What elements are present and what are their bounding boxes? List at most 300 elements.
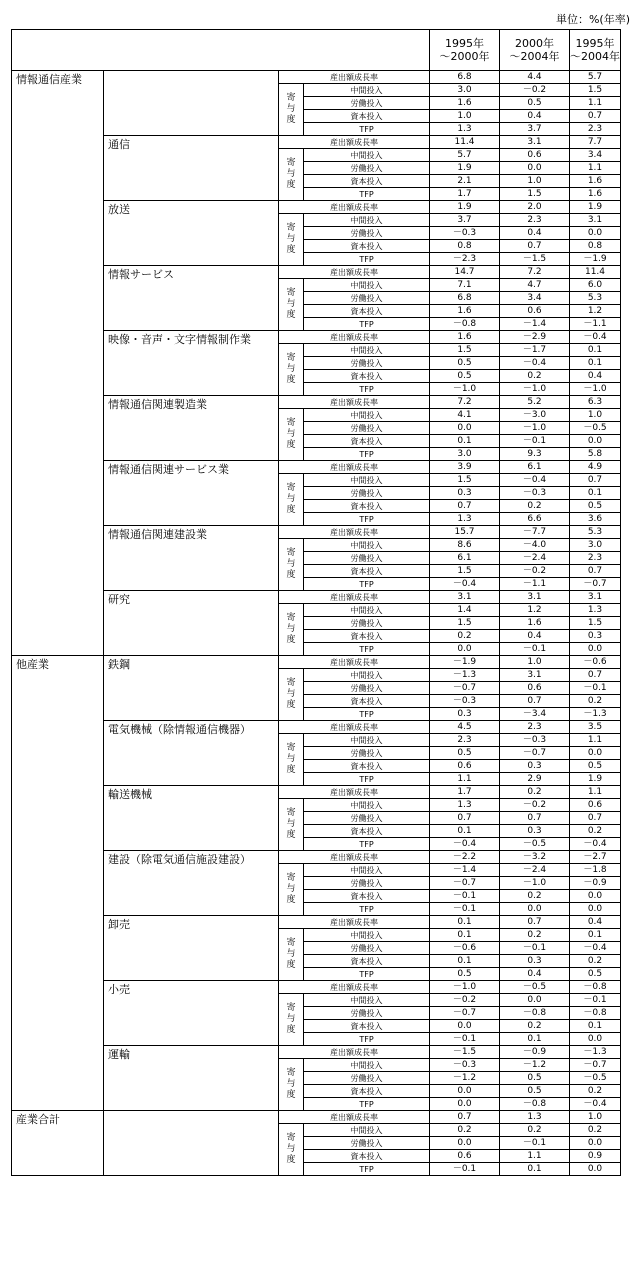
value-cell: 0.0	[500, 994, 570, 1007]
contribution-char: 寄	[286, 93, 296, 103]
value-cell: 3.7	[500, 123, 570, 136]
value-cell: 3.1	[570, 214, 621, 227]
value-cell: 0.6	[430, 1150, 500, 1163]
contribution-char: 度	[286, 115, 296, 125]
value-cell: －0.8	[430, 318, 500, 331]
value-cell: 1.6	[430, 305, 500, 318]
value-cell: 0.1	[570, 487, 621, 500]
metric-label-intermediate: 中間投入	[304, 279, 430, 292]
metric-label-tfp: TFP	[304, 643, 430, 656]
contribution-char: 与	[286, 299, 296, 309]
value-cell: 1.3	[430, 513, 500, 526]
value-cell: 0.7	[430, 1111, 500, 1124]
metric-row-output	[12, 981, 621, 994]
value-cell: 8.6	[430, 539, 500, 552]
metric-label-output: 産出額成長率	[279, 721, 430, 734]
value-cell: －0.4	[500, 357, 570, 370]
metric-label-capital: 資本投入	[304, 500, 430, 513]
contribution-char: 与	[286, 234, 296, 244]
industry-label: 情報通信関連サービス業	[104, 461, 279, 526]
metric-row-output	[12, 591, 621, 604]
value-cell: 2.1	[430, 175, 500, 188]
value-cell: －0.7	[500, 747, 570, 760]
value-cell: －0.7	[430, 877, 500, 890]
value-cell: 0.1	[430, 955, 500, 968]
metric-label-capital: 資本投入	[304, 240, 430, 253]
value-cell: 1.3	[430, 123, 500, 136]
contribution-label	[279, 604, 304, 656]
value-cell: 0.0	[430, 1020, 500, 1033]
value-cell: －0.3	[500, 734, 570, 747]
contribution-char: 度	[286, 1025, 296, 1035]
metric-label-tfp: TFP	[304, 448, 430, 461]
value-cell: 0.7	[500, 916, 570, 929]
metric-label-labor: 労働投入	[304, 617, 430, 630]
contribution-label	[279, 149, 304, 201]
value-cell: 0.5	[430, 370, 500, 383]
column-header-line2: ～2004年	[509, 50, 560, 63]
industry-label-empty	[104, 1111, 279, 1176]
value-cell: －0.2	[500, 565, 570, 578]
value-cell: 1.1	[570, 162, 621, 175]
value-cell: －1.4	[430, 864, 500, 877]
metric-label-intermediate: 中間投入	[304, 409, 430, 422]
value-cell: 3.1	[500, 669, 570, 682]
value-cell: －1.1	[570, 318, 621, 331]
metric-label-labor: 労働投入	[304, 357, 430, 370]
metric-label-capital: 資本投入	[304, 890, 430, 903]
value-cell: －0.8	[570, 1007, 621, 1020]
metric-label-tfp: TFP	[304, 513, 430, 526]
metric-label-intermediate: 中間投入	[304, 994, 430, 1007]
contribution-char: 度	[286, 765, 296, 775]
metric-row-output	[12, 1046, 621, 1059]
value-cell: －0.2	[430, 994, 500, 1007]
contribution-char: 度	[286, 830, 296, 840]
industry-label: 運輸	[104, 1046, 279, 1111]
metric-label-tfp: TFP	[304, 188, 430, 201]
contribution-char: 与	[286, 169, 296, 179]
value-cell: －1.5	[430, 1046, 500, 1059]
value-cell: 0.3	[430, 487, 500, 500]
metric-label-capital: 資本投入	[304, 175, 430, 188]
value-cell: 1.0	[430, 110, 500, 123]
value-cell: 0.0	[570, 890, 621, 903]
value-cell: －0.7	[430, 682, 500, 695]
contribution-char: 度	[286, 635, 296, 645]
contribution-char: 与	[286, 494, 296, 504]
contribution-label	[279, 1059, 304, 1111]
value-cell: －1.7	[500, 344, 570, 357]
contribution-char: 度	[286, 180, 296, 190]
industry-label: 映像・音声・文字情報制作業	[104, 331, 279, 396]
contribution-label	[279, 279, 304, 331]
value-cell: 2.3	[570, 552, 621, 565]
value-cell: 11.4	[430, 136, 500, 149]
value-cell: 1.5	[430, 344, 500, 357]
metric-label-output: 産出額成長率	[279, 1111, 430, 1124]
metric-row-output	[12, 526, 621, 539]
value-cell: 3.1	[430, 591, 500, 604]
value-cell: 6.8	[430, 71, 500, 84]
value-cell: 0.4	[500, 110, 570, 123]
value-cell: 0.1	[570, 929, 621, 942]
value-cell: 0.4	[500, 227, 570, 240]
value-cell: －3.0	[500, 409, 570, 422]
contribution-char: 度	[286, 895, 296, 905]
value-cell: 5.3	[570, 526, 621, 539]
value-cell: 1.0	[570, 1111, 621, 1124]
value-cell: 1.1	[500, 1150, 570, 1163]
value-cell: －0.9	[570, 877, 621, 890]
metric-label-output: 産出額成長率	[279, 71, 430, 84]
contribution-char: 与	[286, 1144, 296, 1154]
metric-label-labor: 労働投入	[304, 682, 430, 695]
value-cell: 1.2	[500, 604, 570, 617]
value-cell: －0.1	[500, 643, 570, 656]
value-cell: 6.1	[500, 461, 570, 474]
contribution-char: 与	[286, 364, 296, 374]
metric-label-output: 産出額成長率	[279, 201, 430, 214]
metric-row-output	[12, 656, 621, 669]
contribution-char: 度	[286, 440, 296, 450]
value-cell: 0.2	[500, 786, 570, 799]
value-cell: 0.8	[570, 240, 621, 253]
value-cell: 0.5	[570, 968, 621, 981]
metric-label-tfp: TFP	[304, 1033, 430, 1046]
value-cell: 0.0	[430, 1137, 500, 1150]
tfp-table-container	[11, 29, 621, 1176]
contribution-char: 度	[286, 245, 296, 255]
value-cell: －0.3	[430, 1059, 500, 1072]
value-cell: 0.7	[500, 240, 570, 253]
header-row	[12, 30, 621, 71]
contribution-char: 寄	[286, 678, 296, 688]
value-cell: 0.1	[430, 916, 500, 929]
value-cell: 2.9	[500, 773, 570, 786]
contribution-label	[279, 929, 304, 981]
group-label: 情報通信産業	[12, 71, 104, 656]
value-cell: －0.4	[500, 474, 570, 487]
value-cell: 0.7	[570, 812, 621, 825]
value-cell: 1.3	[570, 604, 621, 617]
metric-label-output: 産出額成長率	[279, 1046, 430, 1059]
value-cell: 6.1	[430, 552, 500, 565]
contribution-char: 度	[286, 700, 296, 710]
value-cell: 0.2	[500, 890, 570, 903]
metric-row-output	[12, 916, 621, 929]
metric-label-capital: 資本投入	[304, 955, 430, 968]
value-cell: 0.5	[430, 968, 500, 981]
contribution-label	[279, 994, 304, 1046]
metric-label-output: 産出額成長率	[279, 656, 430, 669]
metric-row-output	[12, 136, 621, 149]
metric-label-tfp: TFP	[304, 903, 430, 916]
value-cell: －0.6	[430, 942, 500, 955]
value-cell: 4.7	[500, 279, 570, 292]
value-cell: －1.5	[500, 253, 570, 266]
contribution-char: 寄	[286, 483, 296, 493]
value-cell: －0.1	[430, 1033, 500, 1046]
value-cell: 1.1	[570, 786, 621, 799]
value-cell: －0.8	[500, 1007, 570, 1020]
value-cell: －0.1	[430, 1163, 500, 1176]
metric-label-intermediate: 中間投入	[304, 734, 430, 747]
contribution-label	[279, 84, 304, 136]
contribution-char: 与	[286, 1014, 296, 1024]
metric-label-intermediate: 中間投入	[304, 669, 430, 682]
contribution-char: 寄	[286, 1003, 296, 1013]
metric-label-output: 産出額成長率	[279, 461, 430, 474]
value-cell: 5.2	[500, 396, 570, 409]
metric-label-intermediate: 中間投入	[304, 84, 430, 97]
value-cell: 0.7	[430, 812, 500, 825]
metric-row-output	[12, 786, 621, 799]
value-cell: 1.6	[570, 188, 621, 201]
value-cell: －1.2	[500, 1059, 570, 1072]
value-cell: 0.1	[430, 825, 500, 838]
metric-label-capital: 資本投入	[304, 695, 430, 708]
value-cell: －0.1	[570, 994, 621, 1007]
contribution-label	[279, 214, 304, 266]
value-cell: 4.1	[430, 409, 500, 422]
value-cell: 5.7	[570, 71, 621, 84]
value-cell: 0.7	[570, 565, 621, 578]
metric-label-intermediate: 中間投入	[304, 864, 430, 877]
value-cell: 1.9	[570, 773, 621, 786]
value-cell: 0.0	[430, 643, 500, 656]
contribution-char: 寄	[286, 743, 296, 753]
value-cell: 1.5	[430, 617, 500, 630]
contribution-char: 与	[286, 689, 296, 699]
value-cell: 0.3	[430, 708, 500, 721]
value-cell: 0.0	[500, 903, 570, 916]
value-cell: 0.7	[500, 812, 570, 825]
value-cell: －0.4	[430, 838, 500, 851]
value-cell: 7.2	[430, 396, 500, 409]
industry-label: 情報サービス	[104, 266, 279, 331]
value-cell: －0.7	[430, 1007, 500, 1020]
value-cell: 0.0	[570, 747, 621, 760]
value-cell: 1.5	[430, 474, 500, 487]
metric-label-labor: 労働投入	[304, 942, 430, 955]
value-cell: 3.5	[570, 721, 621, 734]
contribution-label	[279, 539, 304, 591]
metric-label-output: 産出額成長率	[279, 331, 430, 344]
value-cell: 2.3	[500, 721, 570, 734]
value-cell: 1.1	[570, 97, 621, 110]
value-cell: －0.3	[500, 487, 570, 500]
value-cell: 2.3	[500, 214, 570, 227]
metric-row-output	[12, 461, 621, 474]
value-cell: －0.1	[430, 903, 500, 916]
value-cell: －1.9	[430, 656, 500, 669]
metric-label-tfp: TFP	[304, 318, 430, 331]
contribution-char: 度	[286, 1155, 296, 1165]
value-cell: 1.6	[430, 331, 500, 344]
value-cell: 0.0	[430, 1098, 500, 1111]
metric-label-tfp: TFP	[304, 578, 430, 591]
value-cell: －0.3	[430, 227, 500, 240]
value-cell: 2.0	[500, 201, 570, 214]
value-cell: 7.2	[500, 266, 570, 279]
value-cell: 0.3	[500, 955, 570, 968]
metric-label-labor: 労働投入	[304, 1137, 430, 1150]
metric-label-output: 産出額成長率	[279, 526, 430, 539]
value-cell: －7.7	[500, 526, 570, 539]
value-cell: －0.4	[570, 331, 621, 344]
metric-label-intermediate: 中間投入	[304, 214, 430, 227]
contribution-char: 寄	[286, 288, 296, 298]
value-cell: －0.1	[570, 682, 621, 695]
metric-label-labor: 労働投入	[304, 97, 430, 110]
industry-label: 放送	[104, 201, 279, 266]
value-cell: 0.2	[570, 1124, 621, 1137]
value-cell: 0.2	[430, 1124, 500, 1137]
value-cell: 3.7	[430, 214, 500, 227]
value-cell: 0.2	[430, 630, 500, 643]
value-cell: 0.5	[500, 1085, 570, 1098]
value-cell: －0.2	[500, 84, 570, 97]
industry-label: 通信	[104, 136, 279, 201]
value-cell: －3.2	[500, 851, 570, 864]
metric-row-output	[12, 71, 621, 84]
metric-label-intermediate: 中間投入	[304, 474, 430, 487]
value-cell: －0.1	[500, 942, 570, 955]
metric-label-intermediate: 中間投入	[304, 344, 430, 357]
value-cell: 1.3	[430, 799, 500, 812]
value-cell: 11.4	[570, 266, 621, 279]
industry-label: 輸送機械	[104, 786, 279, 851]
metric-label-labor: 労働投入	[304, 812, 430, 825]
value-cell: 0.5	[570, 500, 621, 513]
metric-label-labor: 労働投入	[304, 1072, 430, 1085]
value-cell: 0.2	[570, 695, 621, 708]
contribution-char: 寄	[286, 418, 296, 428]
value-cell: 0.3	[500, 825, 570, 838]
value-cell: 0.4	[500, 968, 570, 981]
column-header-line2: ～2004年	[570, 50, 620, 63]
metric-label-output: 産出額成長率	[279, 851, 430, 864]
metric-label-intermediate: 中間投入	[304, 149, 430, 162]
value-cell: 0.0	[570, 1137, 621, 1150]
column-header-line1: 1995年	[445, 37, 484, 50]
industry-label: 情報通信関連製造業	[104, 396, 279, 461]
value-cell: －1.4	[500, 318, 570, 331]
value-cell: 0.7	[430, 500, 500, 513]
contribution-char: 寄	[286, 158, 296, 168]
value-cell: 1.0	[500, 656, 570, 669]
value-cell: 0.7	[570, 474, 621, 487]
value-cell: 0.7	[500, 695, 570, 708]
value-cell: －2.4	[500, 552, 570, 565]
value-cell: 0.2	[570, 825, 621, 838]
value-cell: 0.4	[500, 630, 570, 643]
value-cell: 6.0	[570, 279, 621, 292]
metric-label-intermediate: 中間投入	[304, 1124, 430, 1137]
value-cell: 0.1	[570, 357, 621, 370]
value-cell: 1.5	[500, 188, 570, 201]
value-cell: －1.3	[430, 669, 500, 682]
value-cell: －0.9	[500, 1046, 570, 1059]
metric-label-labor: 労働投入	[304, 487, 430, 500]
value-cell: 4.9	[570, 461, 621, 474]
value-cell: 1.6	[430, 97, 500, 110]
industry-label: 電気機械（除情報通信機器）	[104, 721, 279, 786]
metric-label-output: 産出額成長率	[279, 266, 430, 279]
metric-label-tfp: TFP	[304, 383, 430, 396]
value-cell: －0.2	[500, 799, 570, 812]
value-cell: 0.0	[500, 162, 570, 175]
contribution-char: 与	[286, 559, 296, 569]
value-cell: －2.9	[500, 331, 570, 344]
value-cell: 0.2	[570, 955, 621, 968]
column-header-line2: ～2000年	[439, 50, 490, 63]
value-cell: 1.1	[570, 734, 621, 747]
contribution-char: 寄	[286, 1068, 296, 1078]
unit-label: 単位：%(年率)	[555, 13, 630, 26]
contribution-label	[279, 669, 304, 721]
contribution-char: 与	[286, 429, 296, 439]
value-cell: 1.0	[500, 175, 570, 188]
metric-label-labor: 労働投入	[304, 1007, 430, 1020]
metric-label-labor: 労働投入	[304, 227, 430, 240]
header-blank-cell	[12, 30, 430, 71]
contribution-char: 与	[286, 819, 296, 829]
metric-label-tfp: TFP	[304, 1163, 430, 1176]
industry-label-empty	[104, 71, 279, 136]
contribution-label	[279, 1124, 304, 1176]
value-cell: －1.0	[430, 981, 500, 994]
value-cell: 3.0	[430, 84, 500, 97]
value-cell: 1.2	[570, 305, 621, 318]
value-cell: 7.7	[570, 136, 621, 149]
value-cell: 0.2	[500, 370, 570, 383]
value-cell: 2.3	[570, 123, 621, 136]
contribution-label	[279, 409, 304, 461]
contribution-char: 与	[286, 884, 296, 894]
metric-label-output: 産出額成長率	[279, 591, 430, 604]
metric-label-capital: 資本投入	[304, 760, 430, 773]
value-cell: 9.3	[500, 448, 570, 461]
value-cell: 0.5	[500, 1072, 570, 1085]
metric-label-capital: 資本投入	[304, 1150, 430, 1163]
value-cell: 0.2	[500, 500, 570, 513]
metric-row-output	[12, 1111, 621, 1124]
value-cell: 0.0	[570, 1163, 621, 1176]
metric-label-capital: 資本投入	[304, 110, 430, 123]
value-cell: 0.6	[500, 305, 570, 318]
value-cell: 0.8	[430, 240, 500, 253]
value-cell: －1.2	[430, 1072, 500, 1085]
value-cell: 7.1	[430, 279, 500, 292]
metric-label-labor: 労働投入	[304, 292, 430, 305]
value-cell: 0.0	[570, 227, 621, 240]
value-cell: 1.5	[430, 565, 500, 578]
contribution-char: 与	[286, 624, 296, 634]
metric-label-tfp: TFP	[304, 773, 430, 786]
contribution-char: 寄	[286, 548, 296, 558]
metric-label-intermediate: 中間投入	[304, 539, 430, 552]
value-cell: 0.1	[430, 929, 500, 942]
value-cell: 0.2	[500, 1124, 570, 1137]
contribution-char: 寄	[286, 1133, 296, 1143]
value-cell: 4.5	[430, 721, 500, 734]
value-cell: －1.0	[500, 877, 570, 890]
contribution-char: 度	[286, 960, 296, 970]
value-cell: 0.6	[500, 149, 570, 162]
metric-label-labor: 労働投入	[304, 552, 430, 565]
